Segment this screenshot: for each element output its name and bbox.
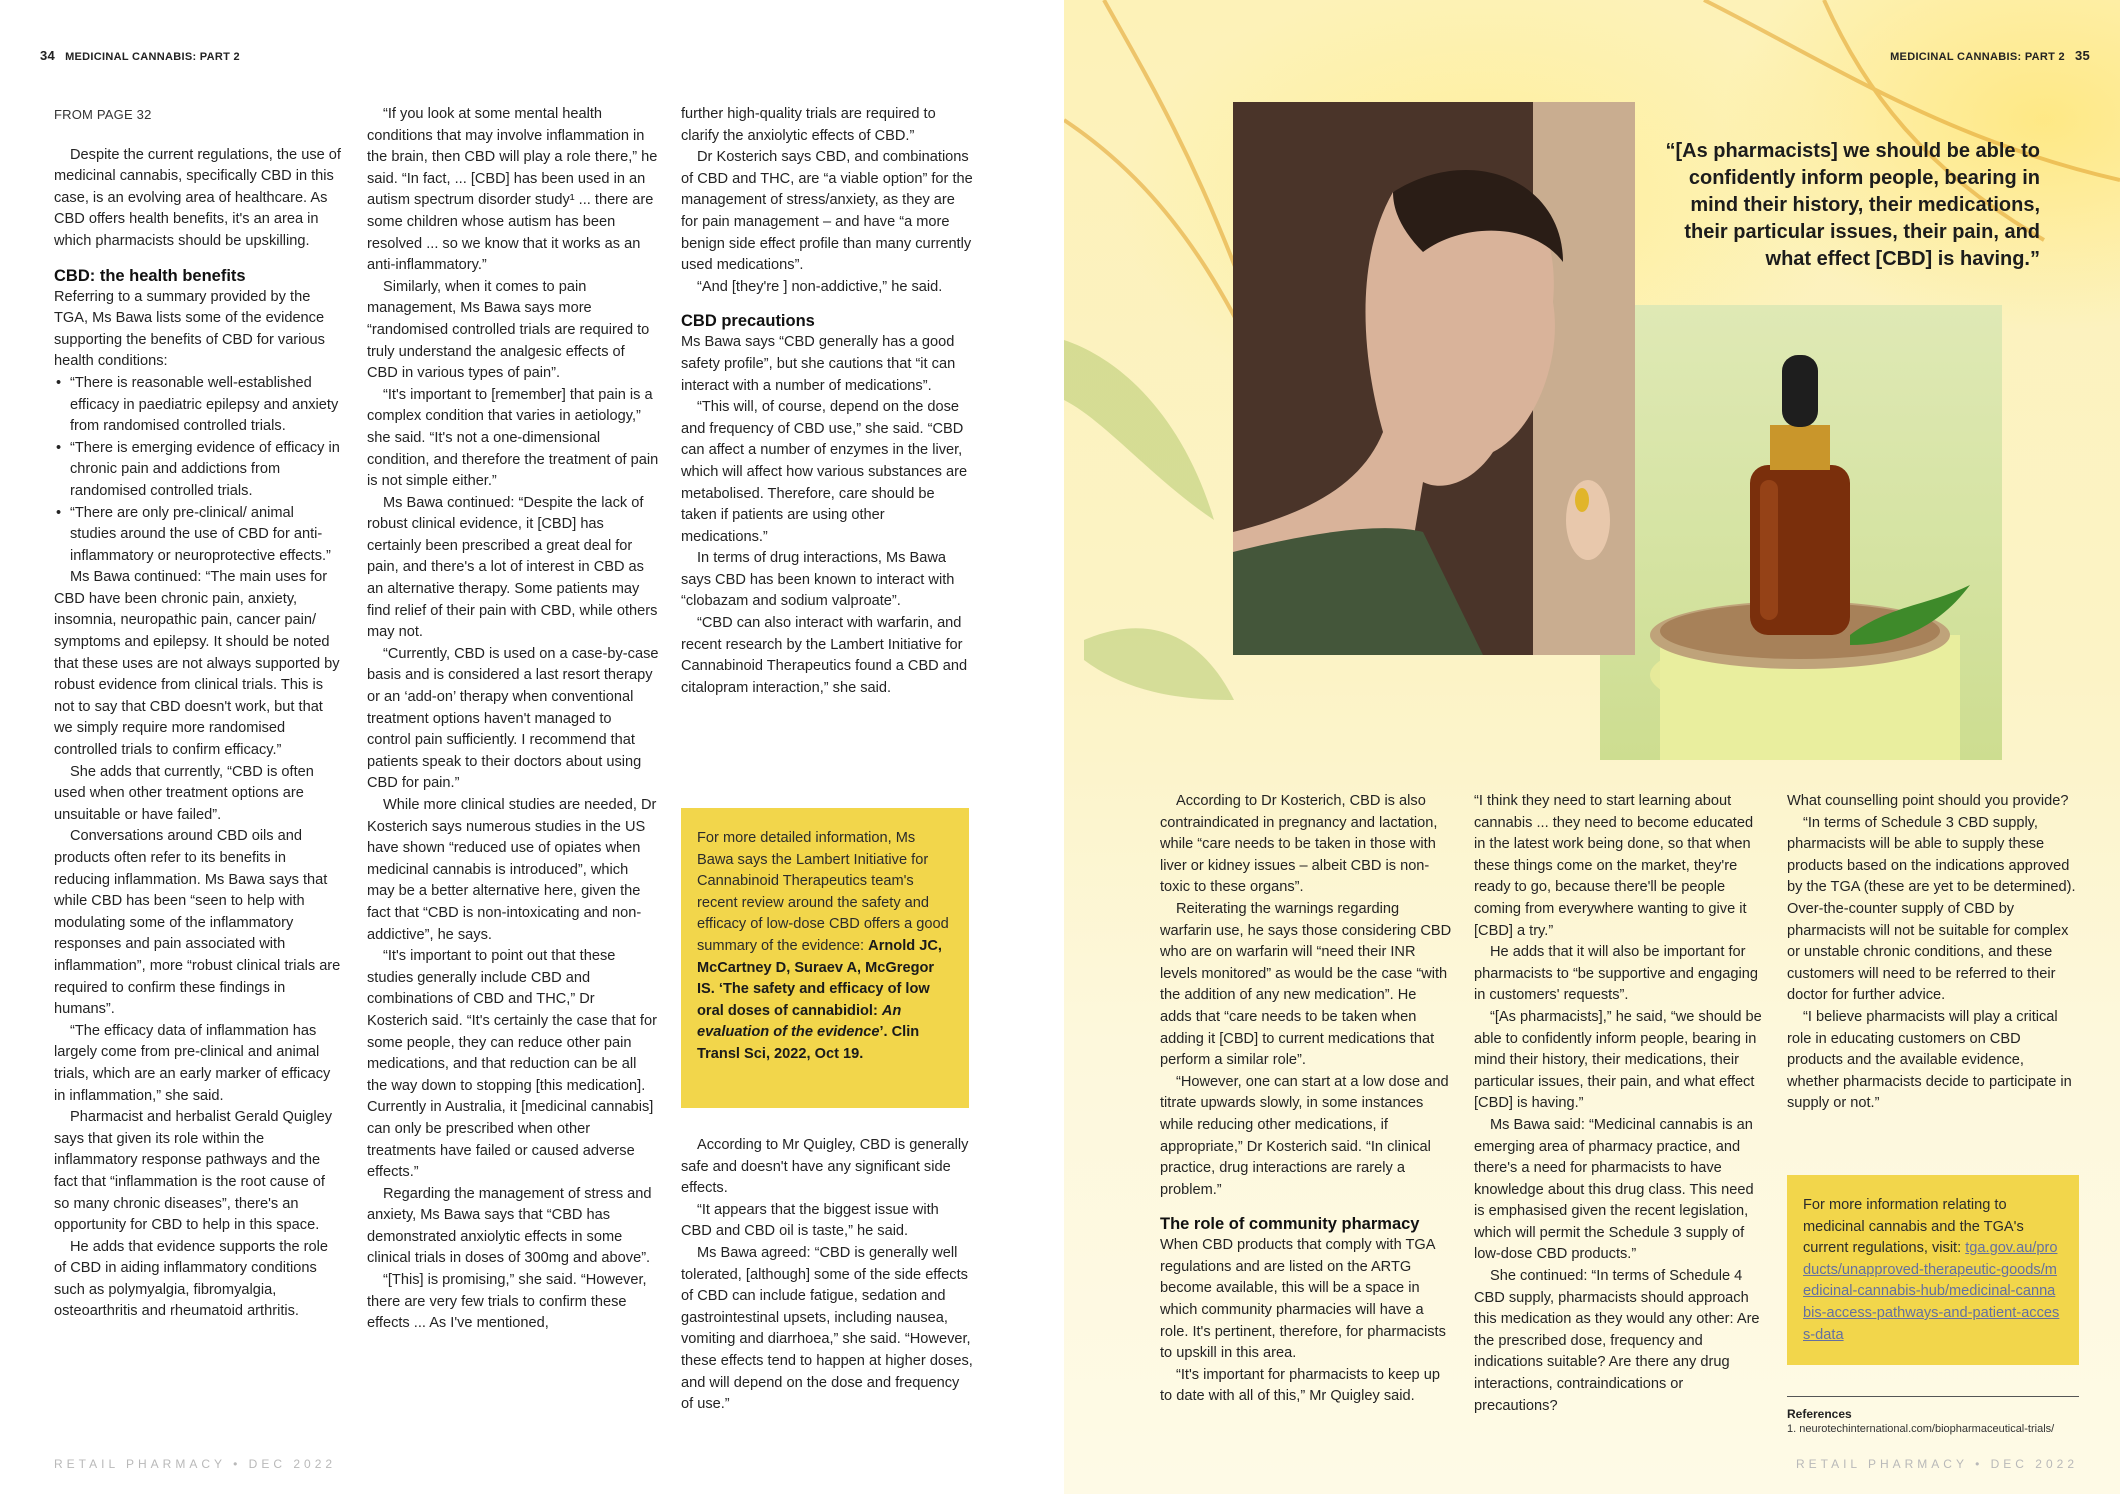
citation-end: ’. Clin Transl Sci, 2022, Oct 19.	[697, 1024, 920, 1062]
paragraph: Ms Bawa continued: “The main uses for CBD have been chronic pain, anxiety, insomnia, neuropathic pain, cancer pain/ symptoms and epilepsy. It should be noted that these uses are not always supported by robust evidence from clinical trials. This is not to say that CBD doesn't work, but that we simply require more randomised controlled trials to confirm efficacy.”	[54, 569, 340, 759]
infobox-text: For more information relating to medicinal cannabis and the TGA's current regulations, visit:	[1803, 1197, 2024, 1257]
paragraph: “[As pharmacists],” he said, “we should be able to confidently inform people, bearing in mind their history, their medications, their particular issues, their pain, and what effect [CBD] is having.”	[1474, 1008, 1762, 1112]
paragraph: “It appears that the biggest issue with CBD and CBD oil is taste,” he said.	[681, 1201, 939, 1240]
subheading-community-pharmacy: The role of community pharmacy	[1160, 1215, 1420, 1234]
citation-authors: Arnold JC, McCartney D, Suraev A, McGregor IS. ‘The safety and efficacy of low oral doses of cannabidiol:	[697, 937, 942, 1019]
cbd-bottle-photo	[1600, 305, 2002, 760]
paragraph: “CBD can also interact with warfarin, and recent research by the Lambert Initiative for Cannabinoid Therapeutics found a CBD and citalopram interaction,” she said.	[681, 615, 968, 696]
paragraph: further high-quality trials are required to clarify the anxiolytic effects of CBD.”	[681, 106, 936, 144]
paragraph: Pharmacist and herbalist Gerald Quigley says that given its role within the inflammatory response pathways and the fact that “inflammation is the root cause of so many chronic diseases”, there's an opportunity for CBD to help in this space.	[54, 1109, 333, 1234]
right-section-label: MEDICINAL CANNABIS: PART 2	[1890, 51, 2065, 63]
continued-from-label: FROM PAGE 32	[54, 107, 152, 122]
man-taking-capsule-photo	[1233, 102, 1635, 655]
paragraph: “This will, of course, depend on the dose and frequency of CBD use,” she said. “CBD can affect a number of enzymes in the liver, which will affect how various substances are metabolised. Therefore, care should be taken if patients are using other medications.”	[681, 399, 968, 545]
tga-info-box	[1787, 1175, 2079, 1365]
left-folio	[40, 48, 240, 63]
paragraph: “I think they need to start learning about cannabis ... they need to become educated in the latest work being done, so that when these things come on the market, they're ready to go, because there'll be people coming from everywhere wanting to give it [CBD] a try.”	[1474, 793, 1754, 939]
paragraph: Similarly, when it comes to pain management, Ms Bawa says more “randomised controlled trials are required to truly understand the analgesic effects of CBD in various types of pain”.	[367, 278, 650, 382]
paragraph: “If you look at some mental health conditions that may involve inflammation in the brain, then CBD will play a role there,” he said. “In fact, ... [CBD] has been used in an autism spectrum disorder study¹ ... there are some children whose autism has been resolved ... so we know that it works as an anti-inflammatory.”	[367, 106, 658, 274]
paragraph: “It's important to [remember] that pain is a complex condition that varies in aetiology,” she said. “It's not a one-dimensional condition, and therefore the treatment of pain is not simple either.”	[367, 386, 659, 490]
paragraph: “I believe pharmacists will play a critical role in educating customers on CBD products and the available evidence, whether pharmacists decide to participate in supply or not.”	[1787, 1008, 2072, 1112]
subheading-precautions: CBD precautions	[681, 312, 815, 331]
paragraph: “However, one can start at a low dose and titrate upwards slowly, in some instances while reducing other medications, if appropriate,” Dr Kosterich said. “In clinical practice, drug interactions are rarely a problem.”	[1160, 1073, 1449, 1198]
paragraph: “It's important to point out that these studies generally include CBD and combinations of CBD and THC,” Dr Kosterich said. “It's certainly the case that for some people, they can reduce other pain medications, and that reduction can be all the way down to stopping [this medication]. Currently in Australia, it [medicinal cannabis] can only be prescribed when other treatments have failed or caused adverse effects.”	[367, 948, 657, 1181]
pull-quote: “[As pharmacists] we should be able to confidently inform people, bearing in mind their history, their medications, their particular issues, their pain, and what effect [CBD] is having.”	[1665, 140, 2040, 270]
article-column-5	[1474, 791, 1766, 1417]
paragraph: According to Dr Kosterich, CBD is also contraindicated in pregnancy and lactation, while “care needs to be taken in those with liver or kidney issues – albeit CBD is non-toxic to these organs”.	[1160, 793, 1438, 896]
paragraph: He adds that evidence supports the role of CBD in aiding inflammatory conditions such as polymyalgia, fibromyalgia, osteoarthritis and rheumatoid arthritis.	[54, 1238, 328, 1320]
further-info-box	[681, 808, 969, 1108]
paragraph: “[This] is promising,” she said. “However, there are very few trials to confirm these effects ... As I've mentioned,	[367, 1272, 647, 1332]
article-column-3-top	[681, 104, 973, 699]
citation-subtitle: An evaluation of the evidence	[697, 1002, 902, 1041]
paragraph: “In terms of Schedule 3 CBD supply, pharmacists will be able to supply these products based on the indications approved by the TGA (these are yet to be determined). Over-the-counter supply of CBD by pharmacists will not be suitable for complex or unstable chronic conditions, and these customers will need to be referred to their doctor for further advice.	[1787, 814, 2076, 1004]
list-item: • “There are only pre-clinical/ animal studies around the use of CBD for anti-inflammatory or neuroprotective effects.”	[54, 503, 344, 568]
left-section-label: MEDICINAL CANNABIS: PART 2	[65, 51, 240, 63]
article-column-2	[367, 104, 659, 1335]
right-footer: RETAIL PHARMACY • DEC 2022	[1795, 1457, 2078, 1471]
man-portrait-icon	[1233, 102, 1635, 655]
tga-link[interactable]: tga.gov.au/products/unapproved-therapeutic-goods/medicinal-cannabis-hub/medicinal-cannabis-access-pathways-and-patient-access-data	[1803, 1240, 2060, 1343]
paragraph: In terms of drug interactions, Ms Bawa says CBD has been known to interact with “clobazam and sodium valproate”.	[681, 550, 955, 610]
paragraph: “It's important for pharmacists to keep up to date with all of this,” Mr Quigley said.	[1160, 1366, 1440, 1405]
subheading-health-benefits: CBD: the health benefits	[54, 266, 246, 285]
right-folio	[1890, 48, 2090, 63]
evidence-list	[54, 373, 344, 567]
references-list	[1787, 1423, 2079, 1435]
article-column-3-bottom	[681, 1135, 973, 1416]
left-footer: RETAIL PHARMACY • DEC 2022	[54, 1457, 337, 1471]
paragraph: Ms Bawa says “CBD generally has a good safety profile”, but she cautions that “it can interact with a number of medications”.	[681, 334, 956, 394]
left-page-number: 34	[40, 48, 56, 63]
references-title: References	[1787, 1407, 1852, 1421]
paragraph: What counselling point should you provide?	[1787, 793, 2069, 809]
paragraph: Dr Kosterich says CBD, and combinations of CBD and THC, are “a viable option” for the management of stress/anxiety, as they are for pain management – and have “a more benign side effect profile than many currently used medications”.	[681, 149, 973, 274]
right-page	[1064, 0, 2120, 1494]
references	[1787, 1396, 2079, 1435]
paragraph: Ms Bawa said: “Medicinal cannabis is an emerging area of pharmacy practice, and there's a need for pharmacists to have knowledge about this drug class. This need is emphasised given the recent legislation, which will permit the Schedule 3 supply of low-dose CBD products.”	[1474, 1116, 1754, 1263]
paragraph: Ms Bawa agreed: “CBD is generally well tolerated, [although] some of the side effects of CBD can include fatigue, sedation and gastrointestinal upsets, including nausea, vomiting and diarrhoea,” she said. “However, these effects tend to happen at higher doses, and will depend on the dose and frequency of use.”	[681, 1244, 973, 1413]
paragraph: “The efficacy data of inflammation has largely come from pre-clinical and animal trials, which are an early marker of efficacy in inflammation,” she said.	[54, 1022, 331, 1104]
paragraph: She continued: “In terms of Schedule 4 CBD supply, pharmacists should approach this medication as they would any other: Are the prescribed dose, frequency and indications suitable? Are there any drug interactions, contraindications or precautions?	[1474, 1268, 1760, 1414]
paragraph: Conversations around CBD oils and products often refer to its benefits in reducing inflammation. Ms Bawa says that while CBD has been “seen to help with modulating some of the inflammatory responses and pain associated with inflammation”, more “robust clinical trials are required to confirm these findings in humans”.	[54, 828, 341, 1018]
paragraph: Despite the current regulations, the use of medicinal cannabis, specifically CBD in this case, is an evolving area of healthcare. As CBD offers health benefits, it's an area in which pharmacists should be upskilling.	[54, 146, 341, 249]
paragraph: Ms Bawa continued: “Despite the lack of robust clinical evidence, it [CBD] has certainly been prescribed a great deal for pain, and there's a lot of interest in CBD as an alternative therapy. Some patients may find relief of their pain with CBD, while others may not.	[367, 494, 658, 641]
paragraph: Referring to a summary provided by the TGA, Ms Bawa lists some of the evidence supporting the benefits of CBD for various health conditions:	[54, 288, 325, 370]
paragraph: While more clinical studies are needed, Dr Kosterich says numerous studies in the US have shown “reduced use of opiates when medicinal cannabis is introduced”, which may be a better alternative here, given the fact that “CBD is non-intoxicating and non-addictive”, he says.	[367, 797, 657, 943]
paragraph: She adds that currently, “CBD is often used when other treatment options are unsuitable or have failed”.	[54, 763, 314, 823]
paragraph: He adds that it will also be important for pharmacists to “be supportive and engaging in customers' requests”.	[1474, 944, 1758, 1004]
paragraph: Regarding the management of stress and anxiety, Ms Bawa says that “CBD has demonstrated anxiolytic effects in some clinical trials in doses of 300mg and above”.	[367, 1185, 652, 1267]
paragraph: “Currently, CBD is used on a case-by-case basis and is considered a last resort therapy or an ‘add-on’ therapy when conventional treatment options haven't managed to control pain sufficiently. I recommend that patients speak to their doctors about using CBD for pain.”	[367, 645, 659, 792]
paragraph: When CBD products that comply with TGA regulations and are listed on the ARTG become available, this will be a space in which community pharmacies will have a role. It's pertinent, therefore, for pharmacists to upskill in this area.	[1160, 1237, 1446, 1362]
article-column-1	[54, 104, 344, 1323]
article-column-6	[1787, 791, 2079, 1115]
infobox-text: For more detailed information, Ms Bawa says the Lambert Initiative for Cannabinoid Therapeutics team's recent review around the safety and efficacy of low-dose CBD offers a good summary of the evidence:	[697, 830, 949, 954]
article-column-4	[1160, 791, 1452, 1408]
list-item: • “There is emerging evidence of efficacy in chronic pain and addictions from randomised controlled trials.	[54, 438, 344, 503]
paragraph: “And [they're ] non-addictive,” he said.	[697, 278, 943, 295]
paragraph: According to Mr Quigley, CBD is generally safe and doesn't have any significant side effects.	[681, 1137, 969, 1197]
right-page-number: 35	[2074, 48, 2090, 63]
reference-item: 1. neurotechinternational.com/biopharmaceutical-trials/	[1787, 1423, 2055, 1435]
list-item: • “There is reasonable well-established efficacy in paediatric epilepsy and anxiety from randomised controlled trials.	[54, 373, 344, 438]
paragraph: Reiterating the warnings regarding warfarin use, he says those considering CBD who are on warfarin will “need their INR levels monitored” as would be the case “with the addition of any new medication”. He adds that “care needs to be taken when adding it [CBD] to current medications that perform a similar role”.	[1160, 900, 1452, 1069]
dropper-bottle-icon	[1600, 305, 2002, 760]
